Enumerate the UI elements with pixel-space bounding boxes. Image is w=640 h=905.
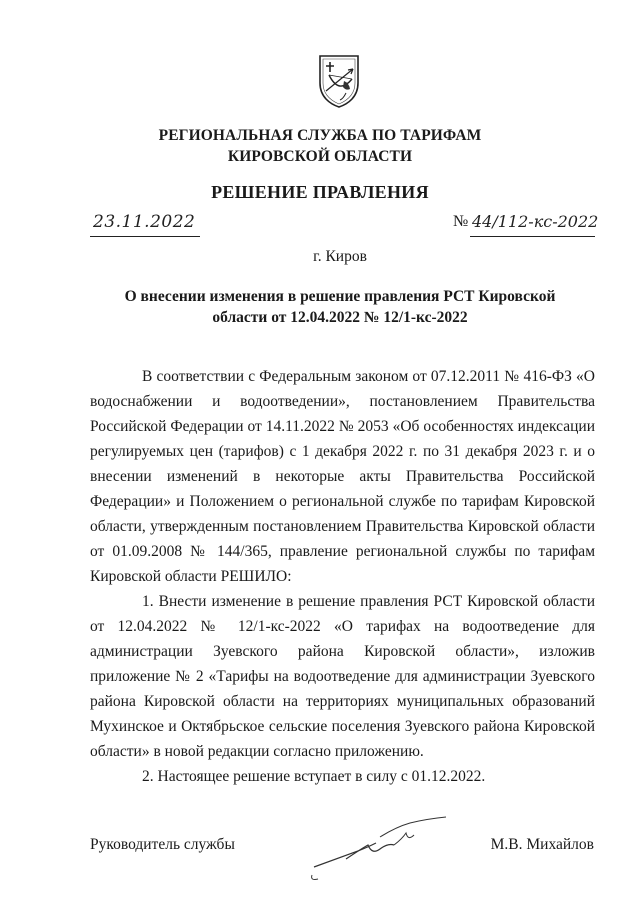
number-sign: № [453, 213, 469, 230]
signatory-role: Руководитель службы [90, 836, 235, 853]
handwritten-number: 44/112-кс-2022 [472, 212, 599, 231]
city: г. Киров [313, 248, 367, 265]
organization-name-line2: КИРОВСКОЙ ОБЛАСТИ [227, 148, 413, 165]
signatory-name: М.В. Михайлов [490, 836, 594, 853]
handwritten-signature [306, 815, 456, 885]
decision-item-1: 1. Внести изменение в решение правления РСТ Кировской области от 12.04.2022 № 12/1-кс-2022 «О тарифах на водоотведение для администрации Зуевского района Кировской области», изложив приложение № 2 «Тарифы на водоотведение для администрации Зуевского района Кировской области на территориях муниципальных образований Мухинское и Октябрьское сельские поселения Зуевского района Кировской области» в новой редакции согласно приложению. [90, 593, 595, 760]
document-type-title: РЕШЕНИЕ ПРАВЛЕНИЯ [211, 182, 429, 202]
coat-of-arms-icon [316, 53, 362, 109]
organization-name-line1: РЕГИОНАЛЬНАЯ СЛУЖБА ПО ТАРИФАМ [158, 127, 482, 144]
number-field [470, 212, 599, 237]
preamble-paragraph: В соответствии с Федеральным законом от 07.12.2011 № 416-ФЗ «О водоснабжении и водоотведении», постановлением Правительства Российской Федерации от 14.11.2022 № 2053 «Об особенностях индексации регулируемых цен (тарифов) с 1 декабря 2022 г. по 31 декабря 2023 г. и о внесении изменений в некоторые акты Правительства Российской Федерации» и Положением о региональной службе по тарифам Кировской области, утвержденным постановлением Правительства Кировской области от 01.09.2008 № 144/365, правление региональной службы по тарифам Кировской области РЕШИЛО: [90, 368, 595, 585]
date-field [90, 212, 200, 237]
handwritten-date: 23.11.2022 [93, 212, 196, 232]
document-subject: О внесении изменения в решение правления РСТ Кировской области от 12.04.2022 № 12/1-кс-2022 [124, 288, 556, 326]
document-body [90, 364, 595, 789]
decision-item-2: 2. Настоящее решение вступает в силу с 01.12.2022. [142, 768, 486, 785]
